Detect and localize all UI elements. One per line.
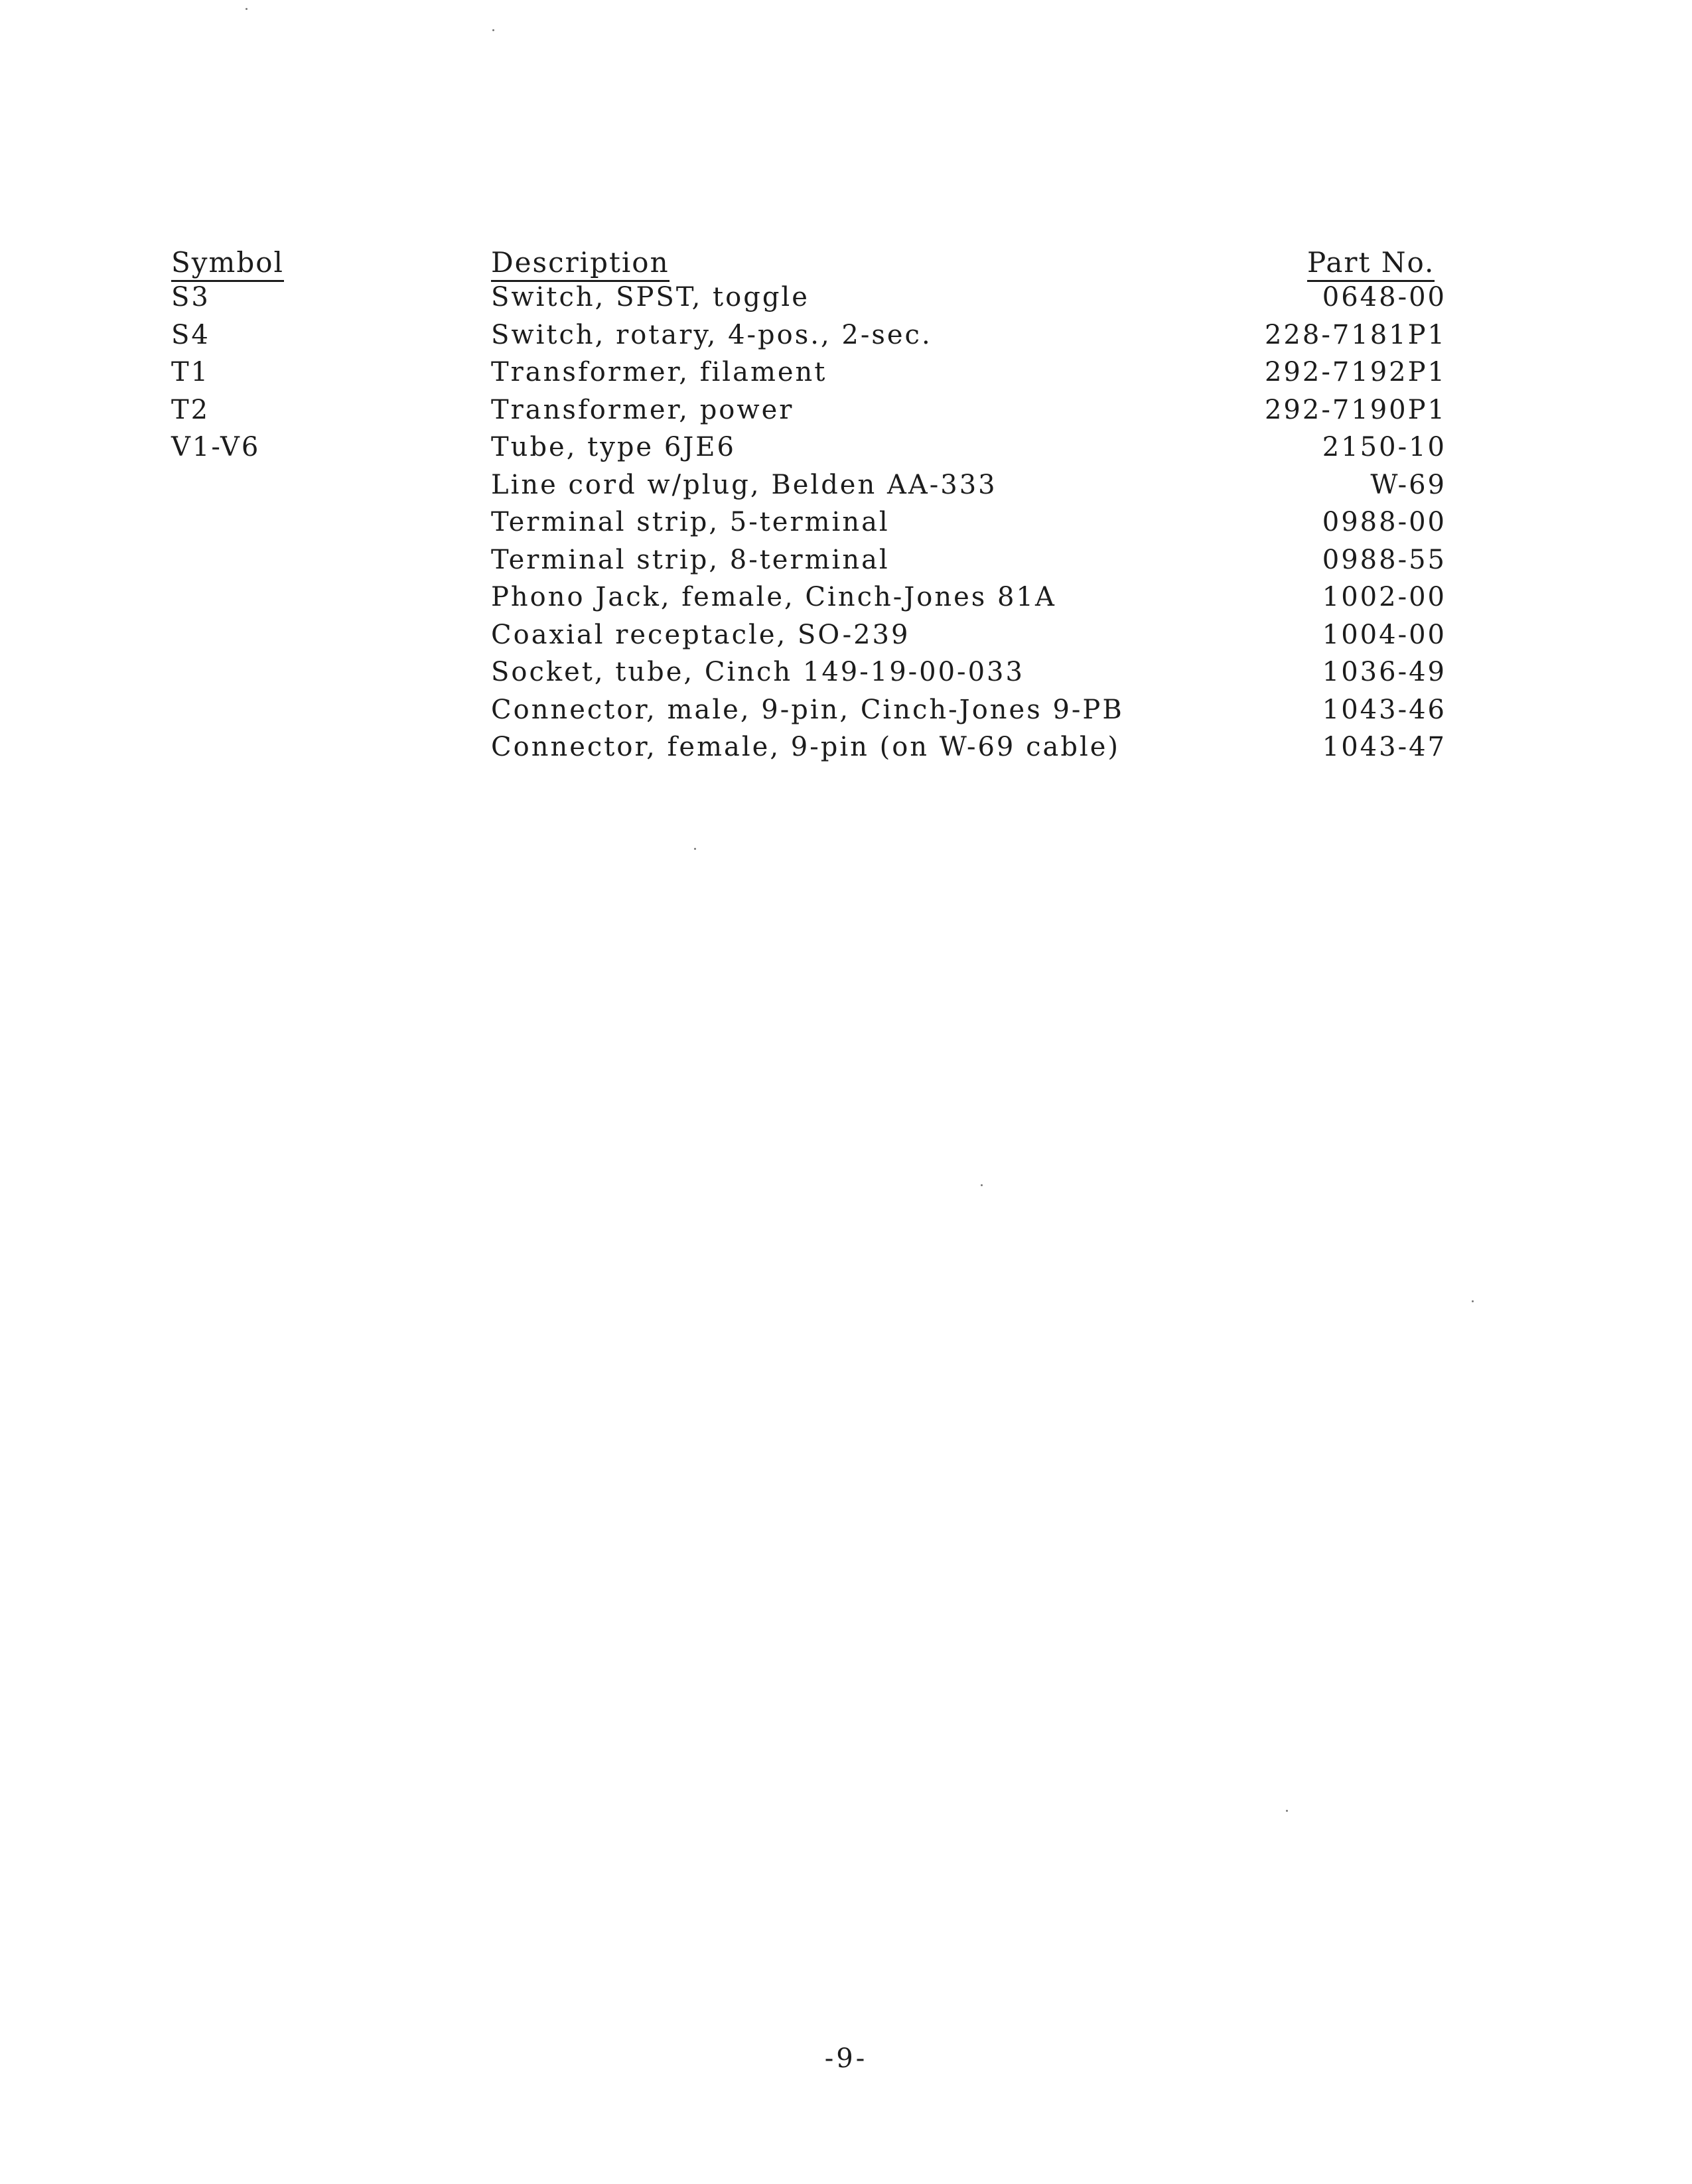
part-no-cell: 0648-00: [1322, 282, 1446, 312]
description-cell: Tube, type 6JE6: [491, 432, 736, 462]
symbol-cell: T2: [171, 394, 210, 425]
description-cell: Switch, rotary, 4-pos., 2-sec.: [491, 319, 932, 350]
part-no-cell: 228-7181P1: [1264, 319, 1446, 350]
part-no-cell: 1036-49: [1322, 657, 1446, 687]
symbol-cell: T1: [171, 357, 210, 387]
description-cell: Switch, SPST, toggle: [491, 282, 810, 312]
page-number: -9-: [824, 2043, 868, 2074]
description-cell: Connector, male, 9-pin, Cinch-Jones 9-PB: [491, 694, 1124, 725]
description-cell: Transformer, power: [491, 394, 794, 425]
symbol-cell: V1-V6: [171, 432, 261, 462]
scan-speck: [981, 1184, 983, 1186]
part-no-column: [1208, 279, 1446, 766]
symbol-cell: [171, 691, 260, 729]
scan-speck: [1286, 1810, 1288, 1812]
symbol-cell: S3: [171, 282, 210, 312]
header-part-no: Part No.: [1307, 247, 1435, 282]
description-cell: Connector, female, 9-pin (on W-69 cable): [491, 732, 1121, 762]
symbol-cell: [171, 466, 260, 504]
scan-speck: [492, 29, 494, 31]
symbol-column: [171, 279, 260, 766]
part-no-cell: W-69: [1370, 469, 1446, 500]
symbol-cell: [171, 579, 260, 616]
part-no-cell: 1043-47: [1322, 732, 1446, 762]
part-no-cell: 292-7190P1: [1264, 394, 1446, 425]
scan-speck: [694, 848, 696, 850]
part-no-cell: 1002-00: [1322, 582, 1446, 612]
part-no-cell: 292-7192P1: [1264, 357, 1446, 387]
scan-speck: [1472, 1300, 1474, 1302]
part-no-cell: 0988-00: [1322, 507, 1446, 537]
symbol-cell: [171, 728, 260, 766]
part-no-cell: 2150-10: [1322, 432, 1446, 462]
description-cell: Terminal strip, 8-terminal: [491, 544, 890, 575]
part-no-cell: 0988-55: [1322, 544, 1446, 575]
symbol-cell: [171, 504, 260, 541]
scan-speck: [246, 8, 247, 10]
symbol-cell: [171, 616, 260, 654]
part-no-cell: 1004-00: [1322, 619, 1446, 650]
description-cell: Coaxial receptacle, SO-239: [491, 619, 910, 650]
description-column: [491, 279, 1124, 766]
description-cell: Terminal strip, 5-terminal: [491, 507, 890, 537]
header-description: Description: [491, 247, 670, 282]
symbol-cell: [171, 541, 260, 579]
description-cell: Phono Jack, female, Cinch-Jones 81A: [491, 582, 1056, 612]
part-no-cell: 1043-46: [1322, 694, 1446, 725]
header-symbol: Symbol: [171, 247, 284, 282]
description-cell: Transformer, filament: [491, 357, 827, 387]
symbol-cell: [171, 653, 260, 691]
description-cell: Line cord w/plug, Belden AA-333: [491, 469, 997, 500]
symbol-cell: S4: [171, 319, 210, 350]
description-cell: Socket, tube, Cinch 149-19-00-033: [491, 657, 1024, 687]
